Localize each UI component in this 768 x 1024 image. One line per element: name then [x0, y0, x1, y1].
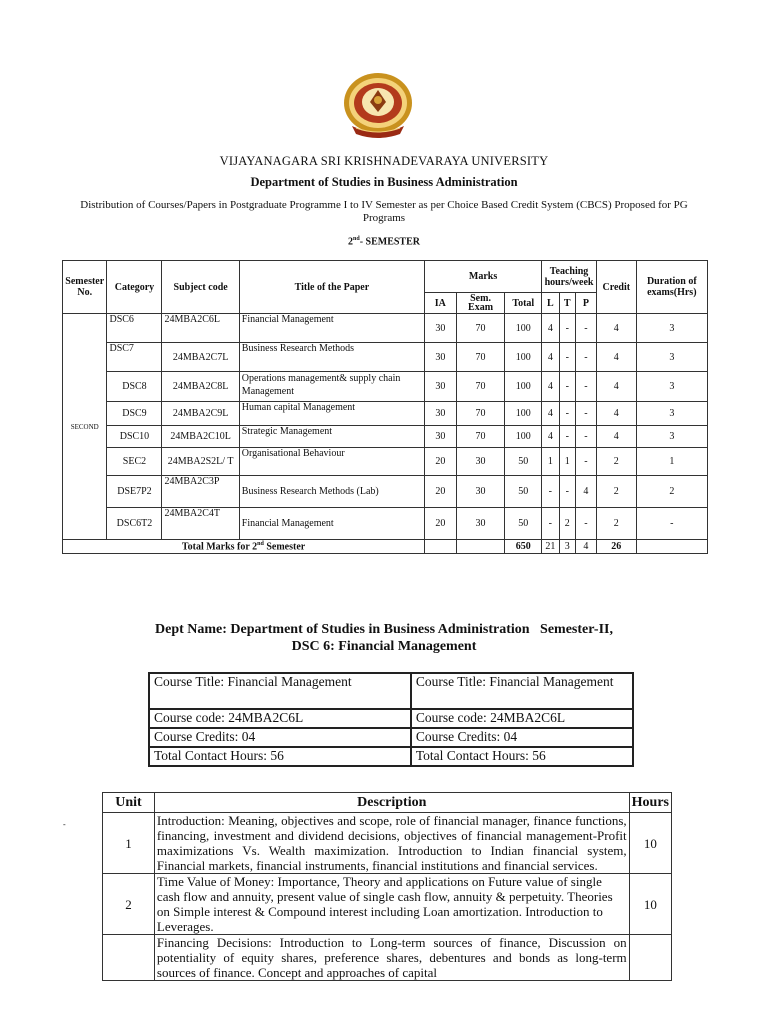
cell-sem: 70 [456, 372, 505, 402]
table-row [63, 372, 708, 402]
cell-category: DSC9 [107, 402, 162, 426]
cell-l: - [542, 508, 559, 540]
cell-duration: 1 [636, 448, 707, 476]
course-header-line2: DSC 6: Financial Management [291, 639, 477, 654]
header-sem-exam: Sem. Exam [456, 293, 505, 314]
cell-sem: 70 [456, 314, 505, 343]
cell-total: 100 [505, 402, 542, 426]
contact-hours-left: Total Contact Hours: 56 [149, 747, 411, 766]
cell-title: Human capital Management [239, 402, 424, 426]
cell-category: DSC8 [107, 372, 162, 402]
total-credit: 26 [596, 540, 636, 554]
header-credit: Credit [596, 261, 636, 314]
cell-title: Organisational Behaviour [239, 448, 424, 476]
total-label: Total Marks for 2nd Semester [63, 540, 425, 554]
course-info-table [148, 672, 634, 767]
table-row [63, 448, 708, 476]
cell-p: - [575, 402, 596, 426]
header-subject-code: Subject code [162, 261, 239, 314]
total-l: 21 [542, 540, 559, 554]
cell-ia: 30 [425, 402, 457, 426]
cell-l: 4 [542, 372, 559, 402]
cell-sem: 70 [456, 426, 505, 448]
distribution-text: Distribution of Courses/Papers in Postgraduate Programme I to IV Semester as per Choice Based Credit System (CBCS) Proposed for PG Programs [80, 199, 688, 224]
cell-code: 24MBA2S2L/ T [162, 448, 239, 476]
header-title: Title of the Paper [239, 261, 424, 314]
cell-code: 24MBA2C4T [162, 508, 239, 540]
header-marks: Marks [425, 261, 542, 293]
cell-credit: 4 [596, 426, 636, 448]
cell-p: - [575, 426, 596, 448]
margin-mark: - [63, 820, 66, 829]
cell-sem: 30 [456, 448, 505, 476]
cell-total: 50 [505, 476, 542, 508]
cell-credit: 4 [596, 343, 636, 372]
header-p: P [575, 293, 596, 314]
header-duration: Duration of exams(Hrs) [636, 261, 707, 314]
header-total: Total [505, 293, 542, 314]
unit-description: Financing Decisions: Introduction to Long-term sources of finance, Discussion on potentiality of equity shares, preference shares, debentures and bonds as long-term sources of finance. Concept and approaches of capital [154, 935, 629, 981]
unit-number: 2 [103, 874, 155, 935]
semester-heading: 2nd- SEMESTER [348, 236, 420, 248]
cell-code: 24MBA2C3P [162, 476, 239, 508]
cell-duration: 3 [636, 426, 707, 448]
cell-total: 100 [505, 343, 542, 372]
cell-ia: 30 [425, 372, 457, 402]
table-row [63, 476, 708, 508]
cell-code: 24MBA2C6L [162, 314, 239, 343]
course-code-right: Course code: 24MBA2C6L [411, 709, 633, 728]
course-credits-left: Course Credits: 04 [149, 728, 411, 747]
cell-p: - [575, 314, 596, 343]
cell-p: - [575, 508, 596, 540]
cell-duration: 2 [636, 476, 707, 508]
cell-ia: 30 [425, 314, 457, 343]
cell-category: SEC2 [107, 448, 162, 476]
cell-t: - [559, 314, 575, 343]
table-row [63, 402, 708, 426]
cell-title: Strategic Management [239, 426, 424, 448]
cell-total: 100 [505, 372, 542, 402]
header-l: L [542, 293, 559, 314]
cell-ia: 20 [425, 448, 457, 476]
scheme-table [62, 260, 708, 554]
cell-p: 4 [575, 476, 596, 508]
cell-code: 24MBA2C10L [162, 426, 239, 448]
unit-hours: 10 [629, 874, 671, 935]
cell-total: 100 [505, 314, 542, 343]
total-marks: 650 [505, 540, 542, 554]
table-row [63, 426, 708, 448]
cell-title: Business Research Methods (Lab) [239, 476, 424, 508]
course-title-right: Course Title: Financial Management [411, 673, 633, 709]
cell-t: - [559, 476, 575, 508]
cell-credit: 4 [596, 314, 636, 343]
cell-ia: 30 [425, 426, 457, 448]
total-p: 4 [575, 540, 596, 554]
cell-category: DSC7 [107, 343, 162, 372]
total-t: 3 [559, 540, 575, 554]
course-header [120, 621, 648, 655]
header-category: Category [107, 261, 162, 314]
cell-ia: 30 [425, 343, 457, 372]
table-row [63, 314, 708, 343]
cell-credit: 2 [596, 508, 636, 540]
course-credits-right: Course Credits: 04 [411, 728, 633, 747]
table-row [63, 343, 708, 372]
cell-p: - [575, 343, 596, 372]
units-table [102, 792, 672, 981]
contact-hours-right: Total Contact Hours: 56 [411, 747, 633, 766]
cell-duration: 3 [636, 372, 707, 402]
header-semester-no: Semester No. [63, 261, 107, 314]
cell-duration: - [636, 508, 707, 540]
semester-label: SECOND [63, 314, 107, 540]
unit-description: Introduction: Meaning, objectives and scope, role of financial manager, finance functions, financing, investment and dividend decisions, objectives of financial management-Profit maximizations Vs. Wealth maximization. Introduction to Indian financial system, Financial markets, financial instruments, financial institutions and financial services. [154, 813, 629, 874]
cell-sem: 70 [456, 402, 505, 426]
cell-sem: 30 [456, 476, 505, 508]
header-unit: Unit [103, 793, 155, 813]
header-ia: IA [425, 293, 457, 314]
cell-title: Financial Management [239, 314, 424, 343]
header-description: Description [154, 793, 629, 813]
cell-duration: 3 [636, 343, 707, 372]
header-hours: Hours [629, 793, 671, 813]
cell-l: 1 [542, 448, 559, 476]
cell-t: - [559, 402, 575, 426]
cell-title: Business Research Methods [239, 343, 424, 372]
unit-number [103, 935, 155, 981]
cell-t: - [559, 372, 575, 402]
cell-category: DSE7P2 [107, 476, 162, 508]
cell-category: DSC6T2 [107, 508, 162, 540]
cell-t: 2 [559, 508, 575, 540]
table-row [63, 508, 708, 540]
header-teaching: Teaching hours/week [542, 261, 597, 293]
cell-credit: 4 [596, 372, 636, 402]
cell-duration: 3 [636, 314, 707, 343]
cell-t: - [559, 343, 575, 372]
cell-l: 4 [542, 343, 559, 372]
total-row [63, 540, 708, 554]
unit-hours: 10 [629, 813, 671, 874]
cell-total: 50 [505, 448, 542, 476]
cell-category: DSC6 [107, 314, 162, 343]
header-t: T [559, 293, 575, 314]
cell-p: - [575, 372, 596, 402]
cell-t: 1 [559, 448, 575, 476]
cell-total: 50 [505, 508, 542, 540]
unit-number: 1 [103, 813, 155, 874]
cell-credit: 2 [596, 476, 636, 508]
cell-code: 24MBA2C7L [162, 343, 239, 372]
course-title-left: Course Title: Financial Management [149, 673, 411, 709]
cell-l: 4 [542, 402, 559, 426]
cell-credit: 4 [596, 402, 636, 426]
cell-title: Operations management& supply chain Management [239, 372, 424, 402]
cell-credit: 2 [596, 448, 636, 476]
cell-sem: 30 [456, 508, 505, 540]
university-name: VIJAYANAGARA SRI KRISHNADEVARAYA UNIVERSITY [219, 154, 549, 168]
course-code-left: Course code: 24MBA2C6L [149, 709, 411, 728]
cell-duration: 3 [636, 402, 707, 426]
cell-sem: 70 [456, 343, 505, 372]
university-emblem-logo [338, 70, 418, 142]
cell-l: - [542, 476, 559, 508]
cell-l: 4 [542, 426, 559, 448]
cell-code: 24MBA2C8L [162, 372, 239, 402]
cell-total: 100 [505, 426, 542, 448]
course-header-line1: Dept Name: Department of Studies in Business Administration Semester-II, [155, 622, 613, 637]
cell-ia: 20 [425, 508, 457, 540]
table-row [103, 813, 672, 874]
cell-p: - [575, 448, 596, 476]
cell-category: DSC10 [107, 426, 162, 448]
table-row [103, 935, 672, 981]
unit-hours [629, 935, 671, 981]
department-title: Department of Studies in Business Administration [250, 175, 518, 189]
unit-description: Time Value of Money: Importance, Theory and applications on Future value of single cash flow and annuity, present value of single cash flow, annuity & perpetuity. Theories on Simple interest & Compound interest including Loan amortization. Introduction to Leverages. [154, 874, 629, 935]
cell-t: - [559, 426, 575, 448]
cell-ia: 20 [425, 476, 457, 508]
cell-l: 4 [542, 314, 559, 343]
table-row [103, 874, 672, 935]
cell-code: 24MBA2C9L [162, 402, 239, 426]
cell-title: Financial Management [239, 508, 424, 540]
